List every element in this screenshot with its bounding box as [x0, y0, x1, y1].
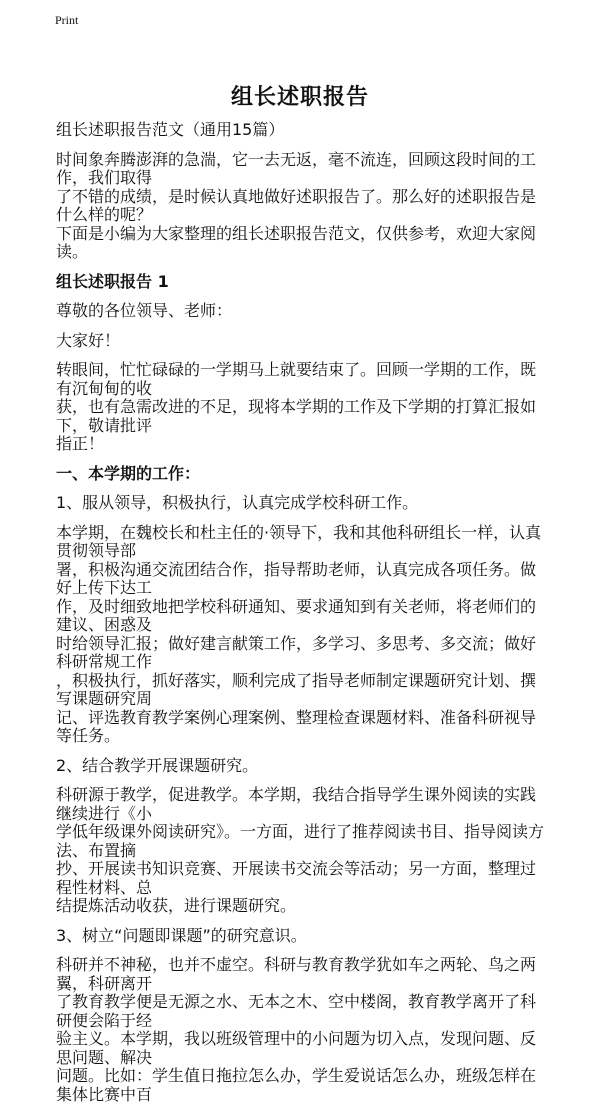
text-line: 作，及时细致地把学校科研通知、要求通知到有关老师，将老师们的建议、困惑及: [56, 596, 537, 634]
text-line: 学低年级课外阅读研究》。一方面，进行了推荐阅读书目、指导阅读方法、布置摘: [56, 822, 545, 860]
item1-body: [56, 524, 548, 746]
item3-title: 3、树立“问题即课题”的研究意识。: [56, 925, 307, 945]
text-line: 了不错的成绩，是时候认真地做好述职报告了。那么好的述职报告是什么样的呢？: [56, 186, 537, 224]
document-title: 组长述职报告: [230, 85, 369, 110]
text-line: 获，也有急需改进的不足，现将本学期的工作及下学期的打算汇报如下，敬请批评: [56, 397, 537, 435]
text-line: 指正！: [56, 434, 105, 453]
item2-title: 2、结合教学开展课题研究。: [56, 755, 259, 775]
salutation: 尊敬的各位领导、老师：: [56, 301, 233, 320]
text-line: 记、评选教育教学案例心理案例、整理检查课题材料、准备科研视导等任务。: [56, 707, 537, 745]
text-line: 下面是小编为大家整理的组长述职报告范文，仅供参考，欢迎大家阅读。: [56, 223, 537, 261]
text-line: 科研并不神秘，也并不虚空。科研与教育教学犹如车之两轮、鸟之两翼，科研离开: [56, 955, 537, 993]
item2-body: [56, 786, 548, 916]
text-line: 了教育教学便是无源之水、无本之木、空中楼阁，教育教学离开了科研便会陷于经: [56, 992, 537, 1030]
part1-heading: 一、本学期的工作：: [56, 463, 201, 483]
text-line: 时间象奔腾澎湃的急湍，它一去无返，毫不流连，回顾这段时间的工作，我们取得: [56, 149, 537, 187]
text-line: 时给领导汇报；做好建言献策工作，多学习、多思考、多交流；做好科研常规工作: [56, 633, 537, 671]
item3-body: [56, 956, 548, 1104]
text-line: 结提炼活动收获，进行课题研究。: [56, 896, 297, 915]
opening-paragraph: [56, 361, 548, 454]
text-line: 转眼间，忙忙碌碌的一学期马上就要结束了。回顾一学期的工作，既有沉甸甸的收: [56, 360, 537, 398]
print-link[interactable]: Print: [55, 13, 79, 27]
document-body: [56, 121, 548, 1115]
text-line: 科研源于教学，促进教学。本学期，我结合指导学生课外阅读的实践继续进行《小: [56, 785, 537, 823]
intro-paragraph: [56, 151, 548, 262]
text-line: 验主义。本学期，我以班级管理中的小问题为切入点，发现问题、反思问题、解决: [56, 1029, 537, 1067]
subtitle: 组长述职报告范文（通用15篇）: [56, 120, 285, 139]
text-line: 署，积极沟通交流团结合作，指导帮助老师，认真完成各项任务。做好上传下达工: [56, 559, 537, 597]
text-line: 问题。比如：学生值日拖拉怎么办，学生爱说话怎么办，班级怎样在集体比赛中百: [56, 1066, 537, 1104]
greeting: 大家好！: [56, 330, 121, 350]
item1-title: 1、服从领导，积极执行，认真完成学校科研工作。: [56, 493, 419, 512]
text-line: 抄、开展读书知识竞赛、开展读书交流会等活动；另一方面，整理过程性材料、总: [56, 859, 537, 897]
text-line: 本学期，在魏校长和杜主任的·领导下，我和其他科研组长一样，认真贯彻领导部: [56, 522, 542, 560]
text-line: ，积极执行，抓好落实，顺利完成了指导老师制定课题研究计划、撰写课题研究周: [56, 670, 537, 708]
section-heading: 组长述职报告 1: [56, 271, 169, 291]
